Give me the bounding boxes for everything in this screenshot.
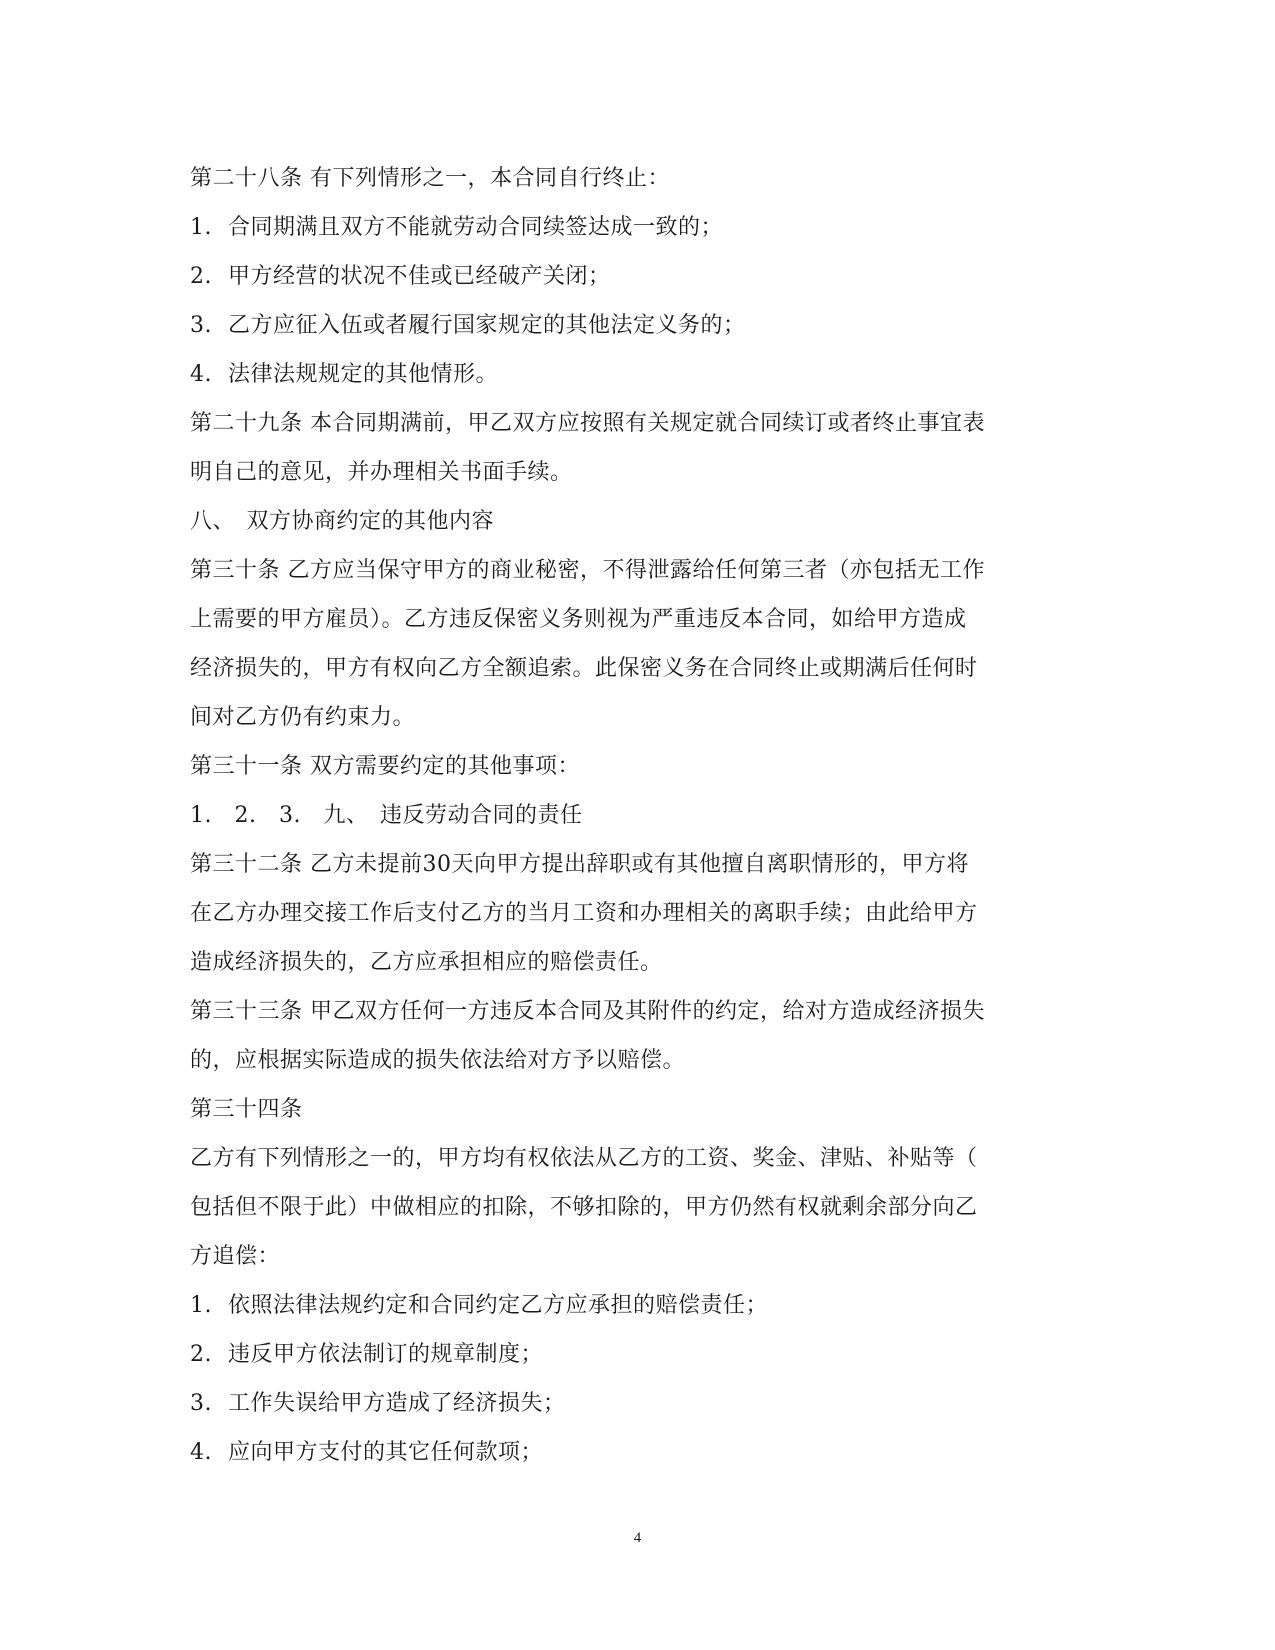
list-number: 1.: [190, 1293, 212, 1318]
article-31-heading: 第三十一条 双方需要约定的其他事项：: [190, 754, 580, 779]
list-item: 2. 甲方经营的状况不佳或已经破产关闭；: [190, 252, 1090, 301]
article-30-line: 上需要的甲方雇员）。乙方违反保密义务则视为严重违反本合同，如给甲方造成: [190, 607, 967, 632]
article-34-heading: 第三十四条: [190, 1097, 303, 1122]
article-29-line: 第二十九条 本合同期满前，甲乙双方应按照有关规定就合同续订或者终止事宜表: [190, 411, 985, 436]
list-number: 4.: [190, 1440, 212, 1465]
article-29-line: 明自己的意见，并办理相关书面手续。: [190, 460, 573, 485]
list-number: 4.: [190, 362, 212, 387]
list-item: 3. 乙方应征入伍或者履行国家规定的其他法定义务的；: [190, 301, 1090, 350]
list-number: 3.: [190, 313, 212, 338]
list-item: 4. 法律法规规定的其他情形。: [190, 350, 1090, 399]
article-34-line: 乙方有下列情形之一的，甲方均有权依法从乙方的工资、奖金、津贴、补贴等（: [190, 1146, 978, 1171]
list-item: 1. 合同期满且双方不能就劳动合同续签达成一致的；: [190, 203, 1090, 252]
section-9-heading: 1. 2. 3. 九、 违反劳动合同的责任: [190, 803, 583, 828]
article-30-line: 间对乙方仍有约束力。: [190, 705, 416, 730]
article-34-line: 方追偿：: [190, 1244, 281, 1269]
list-item: 3. 工作失误给甲方造成了经济损失；: [190, 1379, 1090, 1428]
article-34-line: 包括但不限于此）中做相应的扣除，不够扣除的，甲方仍然有权就剩余部分向乙: [190, 1195, 978, 1220]
list-number: 2.: [190, 264, 212, 289]
list-item: 4. 应向甲方支付的其它任何款项；: [190, 1428, 1090, 1477]
list-number: 1.: [190, 215, 212, 240]
article-33-line: 的，应根据实际造成的损失依法给对方予以赔偿。: [190, 1048, 686, 1073]
article-32-line: 第三十二条 乙方未提前30天向甲方提出辞职或有其他擅自离职情形的，甲方将: [190, 852, 969, 877]
section-8-heading: 八、 双方协商约定的其他内容: [190, 509, 495, 534]
list-item: 1. 依照法律法规约定和合同约定乙方应承担的赔偿责任；: [190, 1281, 1090, 1330]
list-number: 2.: [190, 1342, 212, 1367]
article-30-line: 第三十条 乙方应当保守甲方的商业秘密，不得泄露给任何第三者（亦包括无工作: [190, 558, 985, 583]
article-30-line: 经济损失的，甲方有权向乙方全额追索。此保密义务在合同终止或期满后任何时: [190, 656, 978, 681]
page-number: 4: [633, 1530, 642, 1546]
list-number: 3.: [190, 1391, 212, 1416]
article-33-line: 第三十三条 甲乙双方任何一方违反本合同及其附件的约定，给对方造成经济损失: [190, 999, 985, 1024]
list-item: 2. 违反甲方依法制订的规章制度；: [190, 1330, 1090, 1379]
article-32-line: 在乙方办理交接工作后支付乙方的当月工资和办理相关的离职手续；由此给甲方: [190, 901, 978, 926]
article-32-line: 造成经济损失的，乙方应承担相应的赔偿责任。: [190, 950, 663, 975]
page-body: [190, 154, 1090, 1477]
article-28-heading: 第二十八条 有下列情形之一，本合同自行终止：: [190, 166, 670, 191]
